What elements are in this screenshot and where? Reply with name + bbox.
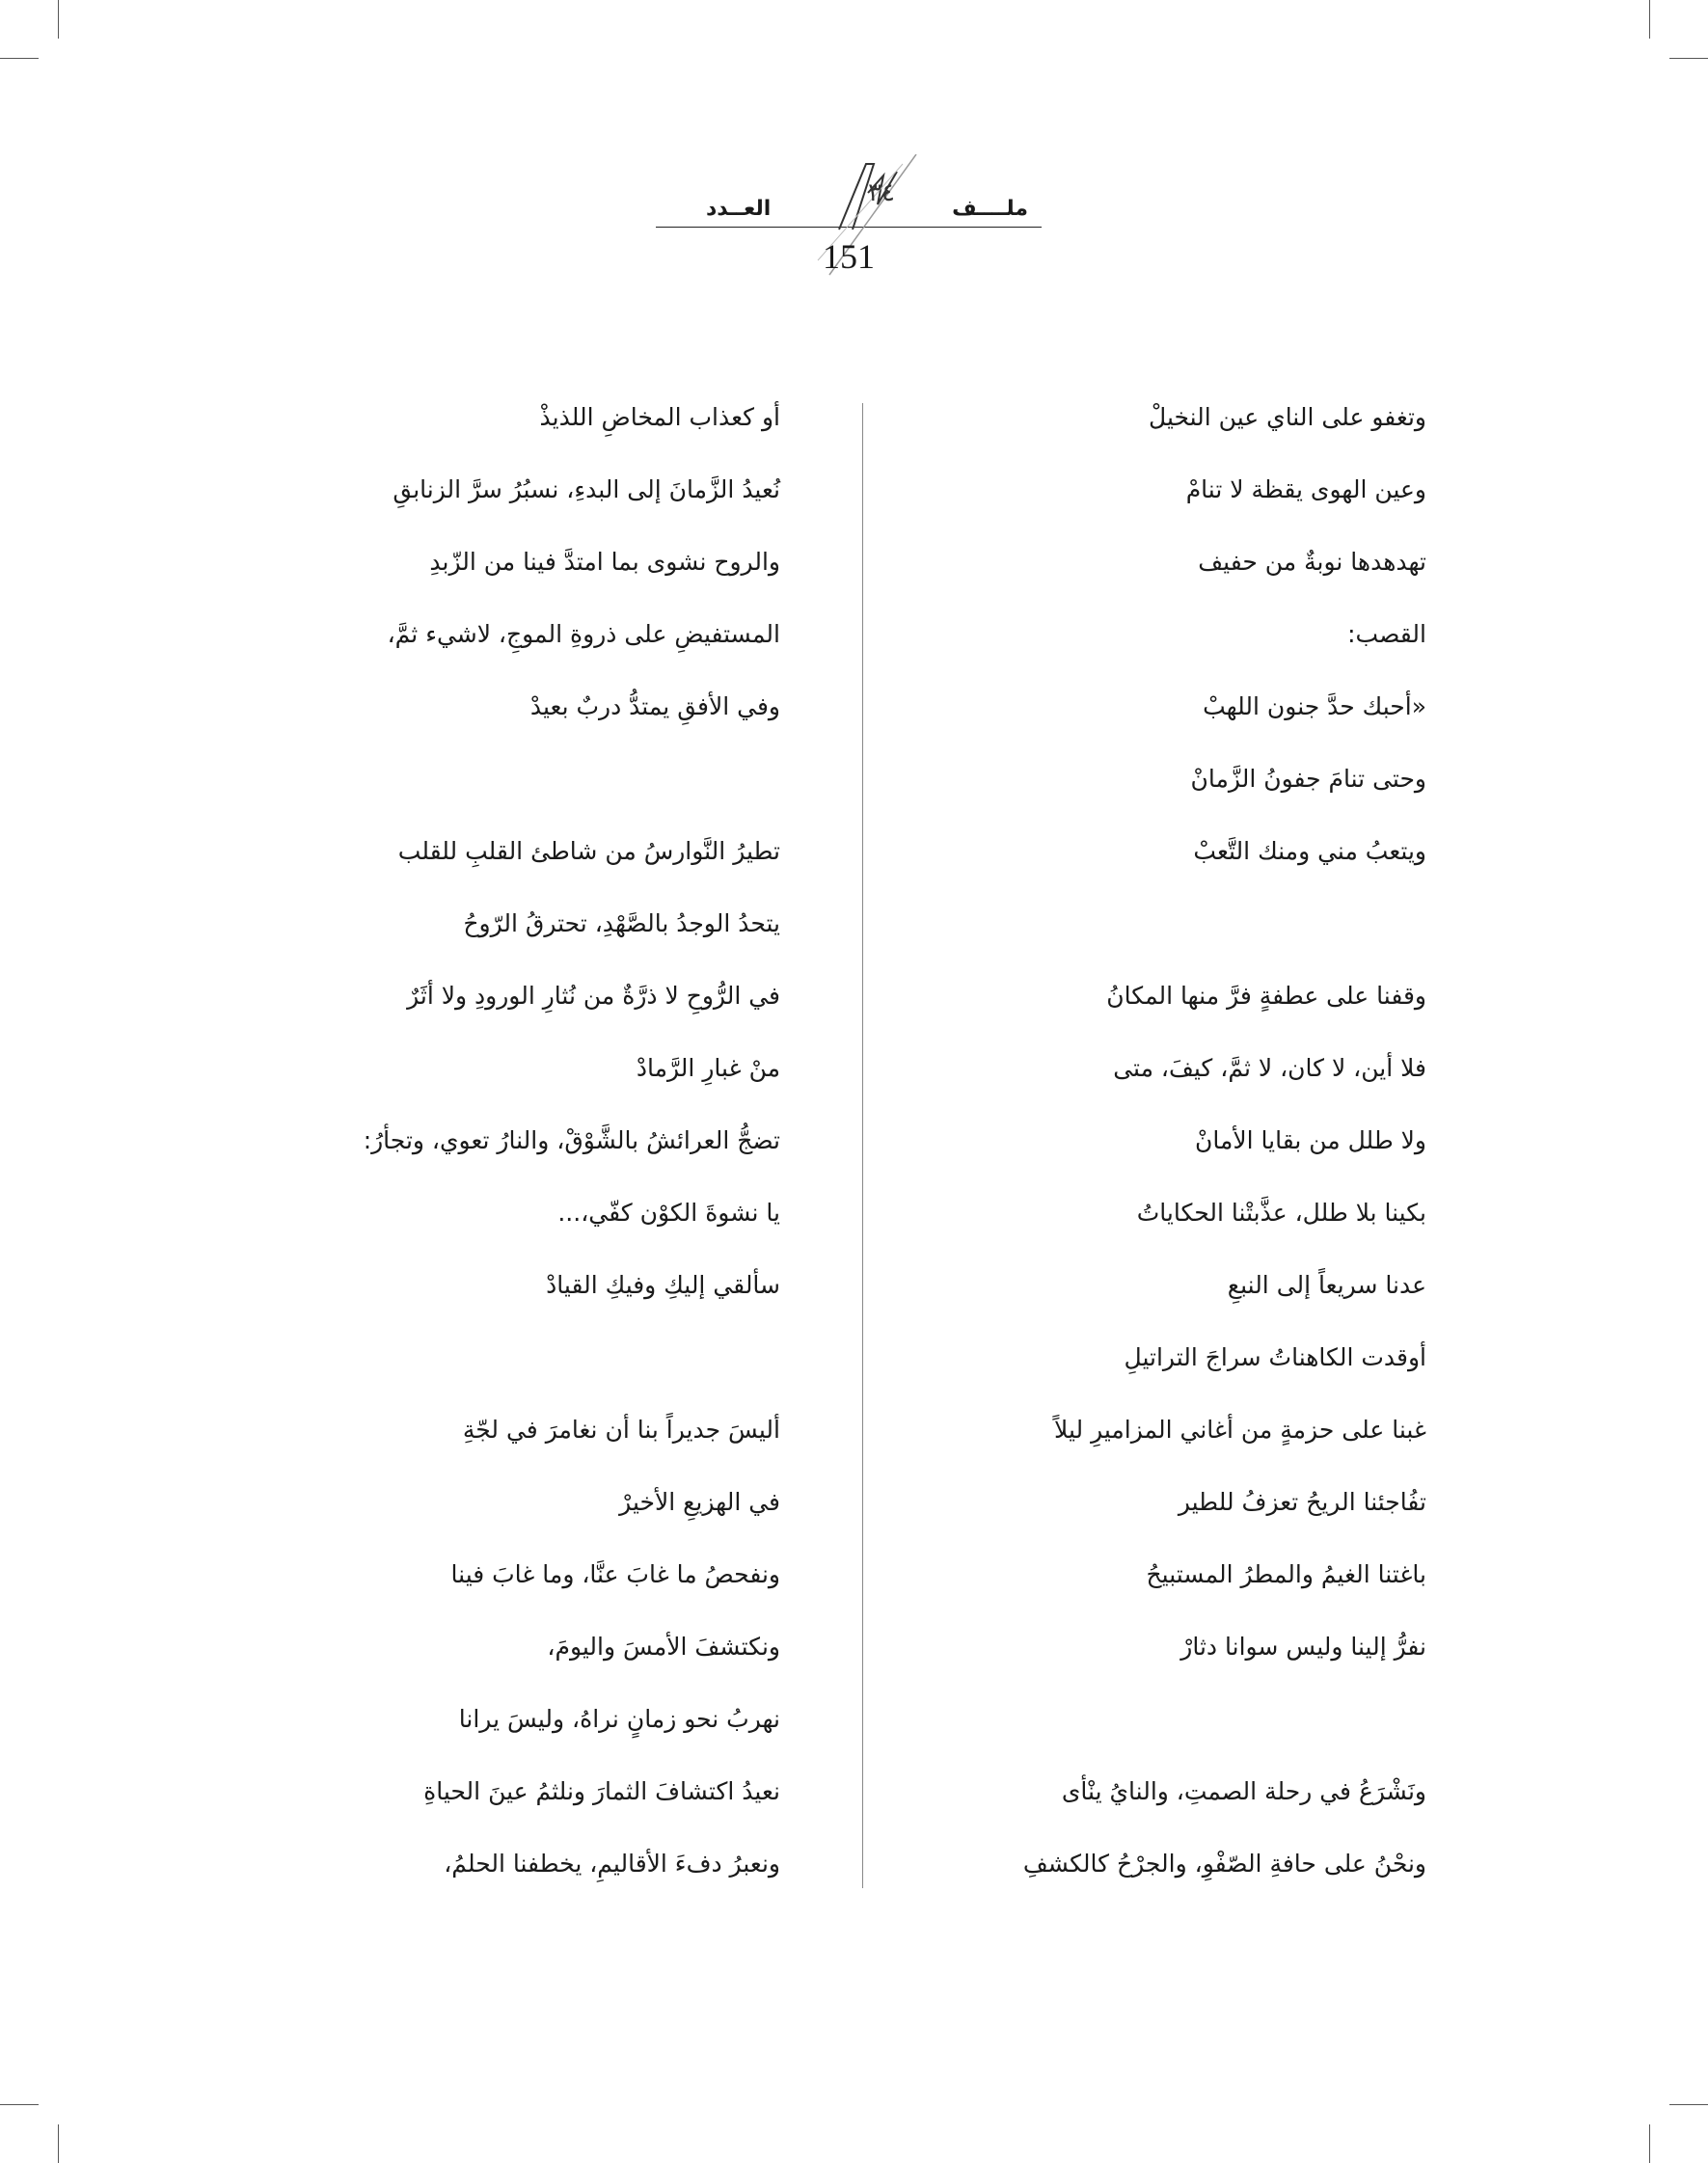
stanza-break [202, 1334, 780, 1406]
poem-line: ونَشْرَعُ في رحلة الصمتِ، والنايُ ينْأى [1061, 1777, 1426, 1805]
poem-line: غبنا على حزمةٍ من أغاني المزاميرِ ليلاً [1054, 1416, 1426, 1444]
stanza-break [886, 1695, 1426, 1768]
poem-line: وقفنا على عطفةٍ فرَّ منها المكانُ [1106, 982, 1426, 1010]
poem-line: تهدهدها نوبةٌ من حفيف [1198, 548, 1426, 576]
poem-line: تفُاجئنا الريحُ تعزفُ للطير [1178, 1488, 1426, 1516]
poem-line: نعيدُ اكتشافَ الثمارَ ونلثمُ عينَ الحياةِ [423, 1777, 780, 1805]
crop-mark [0, 2104, 39, 2105]
poem-line: وفي الأفقِ يمتدُّ دربٌ بعيدْ [529, 692, 780, 720]
poem-line: ونفحصُ ما غابَ عنَّا، وما غابَ فينا [450, 1560, 780, 1588]
poem-line: ونحْنُ على حافةِ الصّفْوِ، والجرْحُ كالكشفِ [1022, 1850, 1426, 1878]
poem-line: أو كعذاب المخاضِ اللذيذْ [539, 403, 780, 431]
poem-line: ويتعبُ مني ومنك التَّعبْ [1193, 837, 1426, 865]
stanza-break [202, 755, 780, 827]
poem-line: باغتنا الغيمُ والمطرُ المستبيحُ [1146, 1560, 1426, 1588]
crop-mark [58, 2124, 59, 2163]
poem-line: والروح نشوى بما امتدَّ فينا من الزّبدِ [429, 548, 780, 576]
poem-line: بكينا بلا طلل، عذَّبتْنا الحكاياتُ [1136, 1199, 1426, 1227]
stanza-break [886, 900, 1426, 972]
running-header [656, 154, 1042, 280]
issue-label: العــدد [706, 197, 772, 221]
poem-column-left [202, 393, 780, 1912]
poem-line: «أحبك حدَّ جنون اللهبْ [1203, 692, 1426, 720]
poem-line: ولا طلل من بقايا الأمانْ [1194, 1126, 1426, 1154]
poem-line: القصب: [1347, 620, 1426, 648]
poem-column-right [886, 393, 1426, 1912]
poem-line: أوقدت الكاهناتُ سراجَ التراتيلِ [1124, 1343, 1426, 1371]
poem-line: ونعبرُ دفءَ الأقاليمِ، يخطفنا الحلمُ، [444, 1850, 780, 1878]
crop-mark [1649, 2124, 1650, 2163]
poem-line: ونكتشفَ الأمسَ واليومَ، [547, 1633, 780, 1661]
logo-number: ٣٤ [868, 178, 895, 207]
poem-line: فلا أين، لا كان، لا ثمَّ، كيفَ، متى [1113, 1054, 1426, 1082]
poem-line: يتحدُ الوجدُ بالصَّهْدِ، تحترقُ الرّوحُ [463, 909, 780, 937]
poem-line: في الهزيعِ الأخيرْ [619, 1488, 780, 1516]
crop-mark [58, 0, 59, 39]
poem-line: في الرُّوحِ لا ذرَّةٌ من نُثارِ الورودِ ولا أثَرٌ [407, 982, 780, 1010]
crop-mark [1649, 0, 1650, 39]
poem-line: المستفيضِ على ذروةِ الموجِ، لاشيء ثمَّ، [387, 620, 780, 648]
poem-line: وحتى تنامَ جفونُ الزَّمانْ [1190, 765, 1426, 793]
poem-line: منْ غبارِ الرَّمادْ [636, 1054, 780, 1082]
crop-mark [1669, 2104, 1708, 2105]
column-divider [862, 403, 863, 1888]
poem-line: وتغفو على الناي عين النخيلْ [1149, 403, 1426, 431]
poem-line: نفرُّ إلينا وليس سوانا دثارْ [1180, 1633, 1426, 1661]
poem-line: وعين الهوى يقظة لا تنامْ [1185, 475, 1426, 503]
poem-line: تطيرُ النَّوارسُ من شاطئ القلبِ للقلب [397, 837, 780, 865]
poem-line: نهربُ نحو زمانٍ نراهُ، وليسَ يرانا [458, 1705, 780, 1733]
poem-line: أليسَ جديراً بنا أن نغامرَ في لجّةِ [462, 1416, 780, 1444]
poem-line: سألقي إليكِ وفيكِ القيادْ [546, 1271, 780, 1299]
poem-line: تضجُّ العرائشُ بالشَّوْقْ، والنارُ تعوي، وتجأرُ: [363, 1126, 780, 1154]
section-label: ملــــف [952, 197, 1028, 221]
poem-line: نُعيدُ الزَّمانَ إلى البدءِ، نسبُرُ سرَّ الزنابقِ [393, 475, 780, 503]
page-number: 151 [823, 237, 875, 276]
poem-line: يا نشوةَ الكوْن كفّي،... [557, 1199, 780, 1227]
crop-mark [1669, 58, 1708, 59]
poem-line: عدنا سريعاً إلى النبعِ [1227, 1271, 1426, 1299]
crop-mark [0, 58, 39, 59]
